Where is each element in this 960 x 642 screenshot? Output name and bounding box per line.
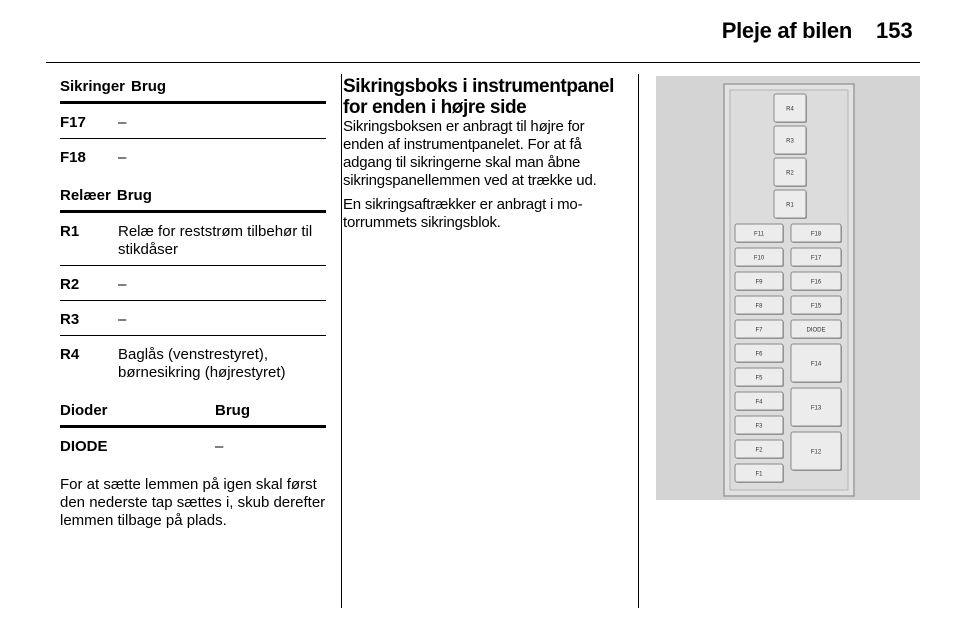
fuse-id: F17 (60, 114, 86, 131)
relay-use: Baglås (venstrestyret), børnesikring (højrestyret) (118, 346, 286, 381)
fuse-f15-label: F15 (810, 303, 822, 310)
fuse-f8-label: F8 (755, 303, 763, 310)
left-column (60, 78, 326, 530)
relay-use: – (118, 276, 127, 293)
relay-r4-label: R4 (786, 106, 794, 113)
table-row (60, 266, 326, 301)
table-row (60, 104, 326, 139)
diode-table-header (60, 402, 326, 428)
fuse-use: – (118, 149, 127, 166)
fuse-use: – (118, 114, 127, 131)
fuse-f7-label: F7 (755, 327, 763, 334)
middle-column (343, 76, 627, 238)
fuse-f10-label: F10 (753, 255, 765, 262)
table-row (60, 213, 326, 266)
section-paragraph: Sikringsboksen er anbragt til højre for enden af instrumentpanelet. For at få adgang til sikringerne skal man åbne sikringspanellemmen ved at trække ud. (343, 118, 597, 189)
fuse-f18-label: F18 (810, 231, 822, 238)
fuse-table-header (60, 78, 326, 104)
section-heading: Sikringsboks i instrumentpanel for enden i højre side (343, 76, 614, 118)
fuse-f4-label: F4 (755, 399, 763, 406)
fuse-box-illustration (656, 76, 920, 500)
relay-id: R4 (60, 346, 80, 363)
table-row (60, 301, 326, 336)
column-header: Brug (116, 187, 152, 204)
column-header: Sikringer (60, 78, 126, 95)
fuse-f2-label: F2 (755, 447, 763, 454)
fuse-diode-label: DIODE (806, 327, 826, 334)
fuse-f17-label: F17 (810, 255, 822, 262)
diode-table (60, 402, 326, 462)
fuse-f6-label: F6 (755, 351, 763, 358)
column-header: Dioder (60, 402, 108, 419)
fuse-table (60, 78, 326, 173)
table-row (60, 336, 326, 388)
column-header: Relæer (60, 187, 111, 204)
relay-r1-label: R1 (786, 202, 794, 209)
fuse-f16-label: F16 (810, 279, 822, 286)
relay-r2-label: R2 (786, 170, 794, 177)
column-divider (341, 74, 342, 608)
relay-table (60, 187, 326, 388)
fuse-f5-label: F5 (755, 375, 763, 382)
page-header-title: Pleje af bilen (721, 18, 852, 43)
fuse-f13-label: F13 (810, 405, 822, 412)
section-paragraph: En sikringsaftrækker er anbragt i motorrummets sikringsblok. (343, 196, 583, 231)
page-number: 153 (876, 18, 913, 43)
table-row (60, 139, 326, 173)
table-row (60, 428, 326, 462)
fuse-f14-label: F14 (810, 361, 822, 368)
diode-use: – (215, 438, 224, 455)
fuse-f9-label: F9 (755, 279, 763, 286)
relay-use: Relæ for reststrøm tilbehør til stikdåser (118, 223, 313, 258)
column-header: Brug (215, 402, 250, 419)
column-divider (638, 74, 639, 608)
relay-r3-label: R3 (786, 138, 794, 145)
fuse-f1-label: F1 (755, 471, 763, 478)
diode-id: DIODE (60, 438, 108, 455)
fuse-f12-label: F12 (810, 449, 822, 456)
relay-id: R2 (60, 276, 80, 293)
fuse-id: F18 (60, 149, 86, 166)
column-header: Brug (131, 78, 167, 95)
reinstall-note: For at sætte lemmen på igen skal først den nederste tap sættes i, skub derefter lemmen tilbage på plads. (60, 476, 326, 529)
relay-id: R1 (60, 223, 80, 240)
header-divider (46, 62, 920, 63)
relay-use: – (118, 311, 127, 328)
fuse-box-diagram (656, 76, 920, 500)
fuse-f11-label: F11 (754, 231, 764, 238)
relay-id: R3 (60, 311, 80, 328)
fuse-f3-label: F3 (755, 423, 763, 430)
relay-table-header (60, 187, 326, 213)
